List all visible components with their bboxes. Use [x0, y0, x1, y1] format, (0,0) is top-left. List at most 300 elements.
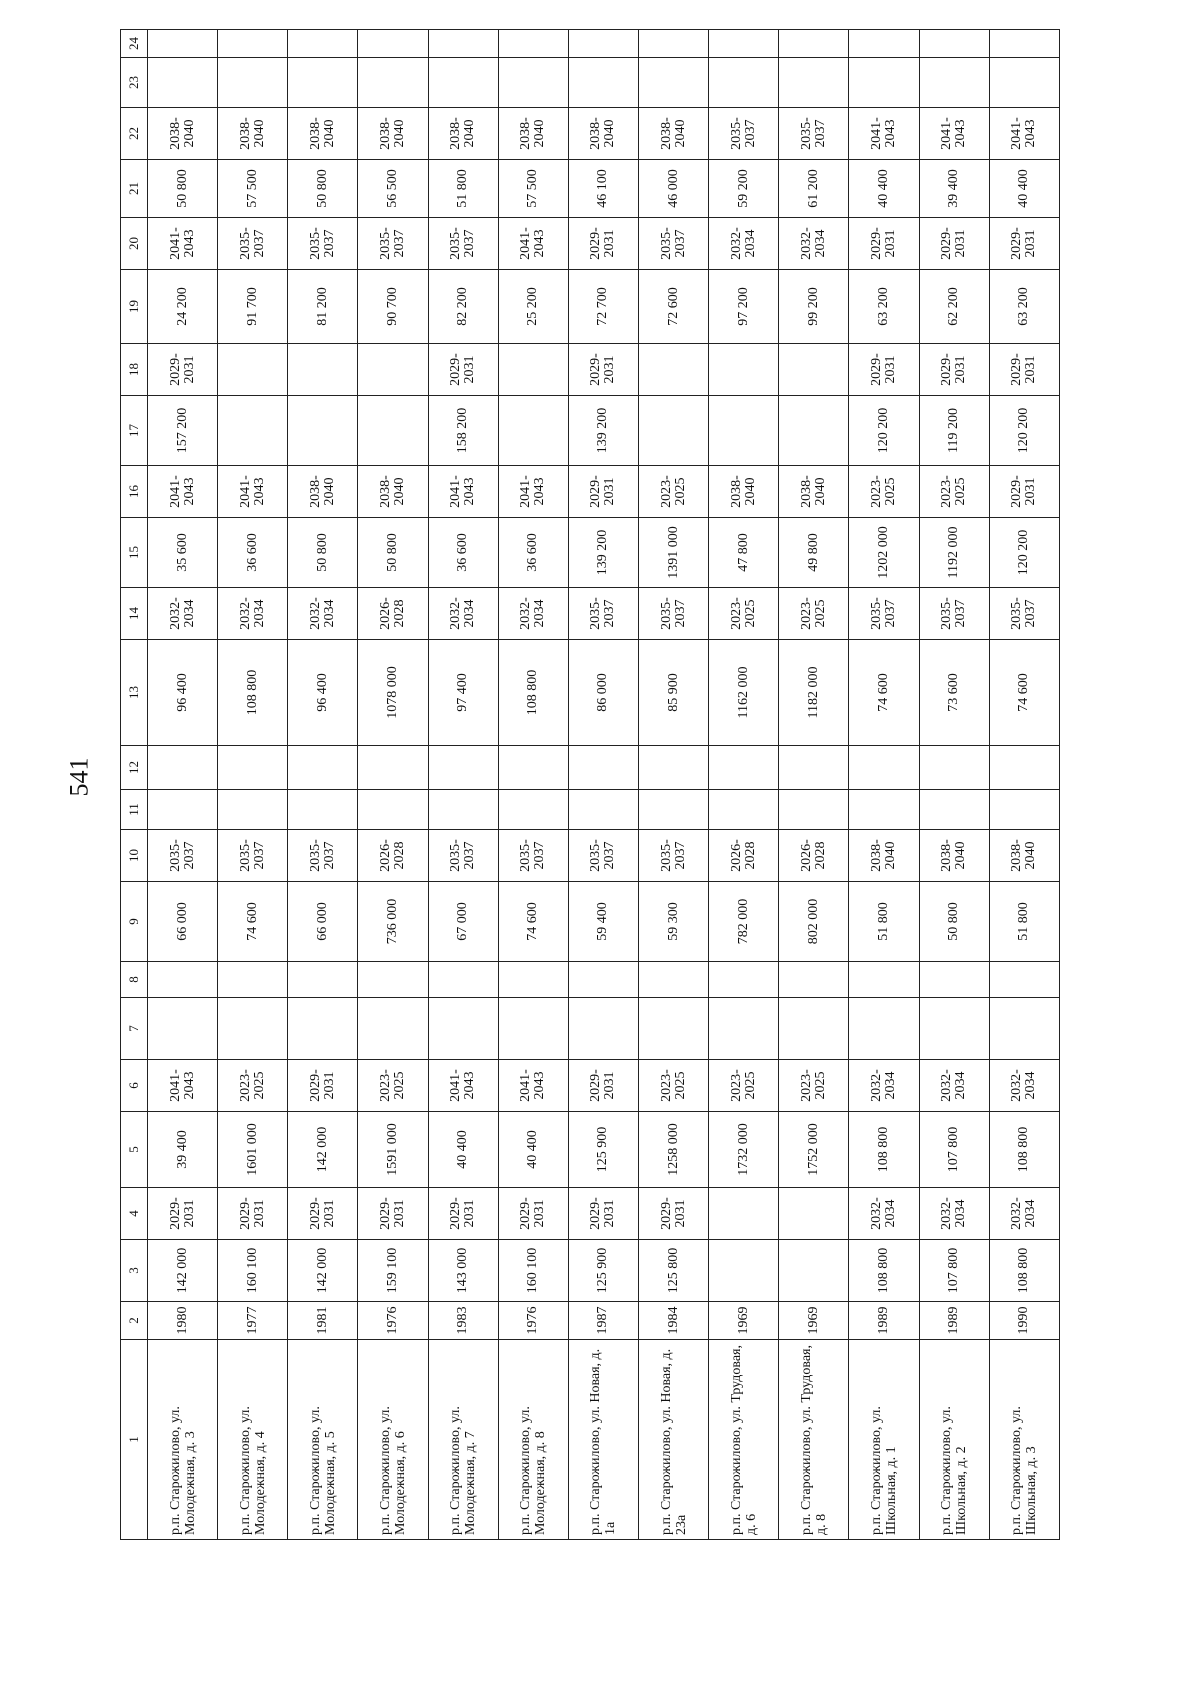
column-number-header: 1: [121, 1340, 148, 1540]
table-cell: 72 600: [638, 270, 708, 344]
table-cell: [498, 962, 568, 998]
table-cell: 2029-2031: [148, 344, 218, 396]
table-cell: 2023-2025: [218, 1060, 288, 1112]
table-cell: [919, 58, 989, 108]
table-cell: 2035-2037: [218, 218, 288, 270]
table-cell: 1078 000: [358, 640, 428, 746]
table-cell: 2032-2034: [218, 588, 288, 640]
table-cell: 2041-2043: [428, 466, 498, 518]
table-cell: [288, 396, 358, 466]
table-cell: 24 200: [148, 270, 218, 344]
table-cell: 2029-2031: [428, 344, 498, 396]
table-cell: 736 000: [358, 882, 428, 962]
table-cell: 85 900: [638, 640, 708, 746]
table-cell: 160 100: [218, 1240, 288, 1302]
table-cell: [568, 30, 638, 58]
table-cell: 74 600: [849, 640, 919, 746]
table-cell: 73 600: [919, 640, 989, 746]
column-number-header: 19: [121, 270, 148, 344]
column-number-header: 21: [121, 160, 148, 218]
table-cell: 97 400: [428, 640, 498, 746]
table-cell: 49 800: [779, 518, 849, 588]
table-cell: 2032-2034: [849, 1060, 919, 1112]
table-cell: 2023-2025: [358, 1060, 428, 1112]
table-row: [568, 30, 638, 1540]
table-cell: 2029-2031: [568, 1060, 638, 1112]
table-cell: 2035-2037: [638, 218, 708, 270]
table-cell: 2041-2043: [989, 108, 1059, 160]
table-cell: [218, 790, 288, 830]
table-cell: [288, 790, 358, 830]
table-cell: 2035-2037: [568, 588, 638, 640]
table-cell: 56 500: [358, 160, 428, 218]
table-cell: 119 200: [919, 396, 989, 466]
table-cell: 139 200: [568, 518, 638, 588]
table-cell: 2029-2031: [148, 1188, 218, 1240]
address-cell: р.п. Старожилово, ул. Молодежная, д. 4: [218, 1340, 288, 1540]
table-cell: [779, 998, 849, 1060]
table-cell: 2035-2037: [428, 218, 498, 270]
table-cell: [428, 962, 498, 998]
table-cell: [919, 790, 989, 830]
table-cell: 2032-2034: [989, 1060, 1059, 1112]
table-cell: [638, 746, 708, 790]
table-cell: 2038-2040: [919, 830, 989, 882]
table-cell: 2032-2034: [498, 588, 568, 640]
column-number-header: 10: [121, 830, 148, 882]
table-cell: 108 800: [498, 640, 568, 746]
repair-schedule-table: [120, 29, 1060, 1540]
table-cell: 59 400: [568, 882, 638, 962]
column-number-header: 24: [121, 30, 148, 58]
table-cell: [709, 344, 779, 396]
table-cell: 2038-2040: [358, 108, 428, 160]
table-cell: 2029-2031: [849, 218, 919, 270]
table-cell: 2032-2034: [148, 588, 218, 640]
table-cell: 40 400: [849, 160, 919, 218]
table-cell: 91 700: [218, 270, 288, 344]
table-cell: 50 800: [358, 518, 428, 588]
table-row: [779, 30, 849, 1540]
table-cell: 2041-2043: [218, 466, 288, 518]
table-cell: 2038-2040: [288, 108, 358, 160]
table-cell: [148, 30, 218, 58]
table-cell: 2032-2034: [709, 218, 779, 270]
table-cell: [498, 998, 568, 1060]
table-cell: 67 000: [428, 882, 498, 962]
table-cell: 2035-2037: [218, 830, 288, 882]
table-cell: [428, 998, 498, 1060]
table-cell: 2029-2031: [288, 1188, 358, 1240]
table-cell: 2029-2031: [919, 344, 989, 396]
table-cell: [358, 58, 428, 108]
table-cell: 2038-2040: [568, 108, 638, 160]
table-cell: 2029-2031: [568, 1188, 638, 1240]
page-number: 541: [64, 757, 94, 797]
table-cell: 1752 000: [779, 1112, 849, 1188]
table-cell: 142 000: [288, 1240, 358, 1302]
table-cell: [709, 58, 779, 108]
table-cell: [498, 790, 568, 830]
table-cell: 2023-2025: [919, 466, 989, 518]
table-cell: [709, 1188, 779, 1240]
table-row: [919, 30, 989, 1540]
table-cell: 2038-2040: [849, 830, 919, 882]
column-number-header: 3: [121, 1240, 148, 1302]
table-row: [288, 30, 358, 1540]
table-cell: 1981: [288, 1302, 358, 1340]
table-cell: 125 900: [568, 1112, 638, 1188]
table-cell: 107 800: [919, 1112, 989, 1188]
table-cell: 2029-2031: [568, 218, 638, 270]
address-cell: р.п. Старожилово, ул. Молодежная, д. 7: [428, 1340, 498, 1540]
table-cell: 2035-2037: [288, 218, 358, 270]
table-cell: 107 800: [919, 1240, 989, 1302]
table-cell: [709, 396, 779, 466]
table-cell: [148, 746, 218, 790]
table-cell: 2038-2040: [498, 108, 568, 160]
table-cell: 2041-2043: [148, 1060, 218, 1112]
table-cell: 2023-2025: [849, 466, 919, 518]
column-number-header: 23: [121, 58, 148, 108]
table-cell: [849, 998, 919, 1060]
table-cell: [638, 30, 708, 58]
table-cell: [498, 396, 568, 466]
table-cell: 2023-2025: [638, 1060, 708, 1112]
table-cell: 96 400: [288, 640, 358, 746]
table-cell: 46 100: [568, 160, 638, 218]
table-cell: 142 000: [288, 1112, 358, 1188]
table-cell: [568, 962, 638, 998]
table-cell: 2026-2028: [358, 588, 428, 640]
table-cell: 142 000: [148, 1240, 218, 1302]
column-number-header: 12: [121, 746, 148, 790]
table-cell: 802 000: [779, 882, 849, 962]
address-cell: р.п. Старожилово, ул. Молодежная, д. 8: [498, 1340, 568, 1540]
table-cell: 2038-2040: [989, 830, 1059, 882]
table-cell: 2029-2031: [849, 344, 919, 396]
table-cell: [568, 790, 638, 830]
table-cell: [989, 58, 1059, 108]
table-cell: 2041-2043: [148, 218, 218, 270]
table-cell: [638, 58, 708, 108]
address-cell: р.п. Старожилово, ул. Трудовая, д. 8: [779, 1340, 849, 1540]
table-cell: 108 800: [218, 640, 288, 746]
table-cell: [358, 746, 428, 790]
table-cell: 2029-2031: [288, 1060, 358, 1112]
table-cell: [148, 962, 218, 998]
table-cell: 97 200: [709, 270, 779, 344]
table-row: [709, 30, 779, 1540]
table-cell: 63 200: [989, 270, 1059, 344]
table-cell: [218, 396, 288, 466]
table-cell: 82 200: [428, 270, 498, 344]
table-cell: 2029-2031: [568, 344, 638, 396]
column-number-row: [121, 30, 148, 1540]
column-number-header: 8: [121, 962, 148, 998]
table-cell: 1989: [849, 1302, 919, 1340]
table-cell: 2029-2031: [989, 466, 1059, 518]
table-cell: 66 000: [288, 882, 358, 962]
address-cell: р.п. Старожилово, ул. Школьная, д. 2: [919, 1340, 989, 1540]
table-cell: [849, 58, 919, 108]
table-cell: [989, 30, 1059, 58]
column-number-header: 15: [121, 518, 148, 588]
table-cell: 2032-2034: [428, 588, 498, 640]
table-cell: 108 800: [849, 1112, 919, 1188]
table-cell: [989, 998, 1059, 1060]
table-cell: 2026-2028: [779, 830, 849, 882]
table-cell: 2023-2025: [779, 588, 849, 640]
table-cell: 2041-2043: [498, 1060, 568, 1112]
table-cell: 2032-2034: [919, 1060, 989, 1112]
table-cell: 120 200: [989, 396, 1059, 466]
table-cell: 1989: [919, 1302, 989, 1340]
table-cell: 2038-2040: [428, 108, 498, 160]
address-cell: р.п. Старожилово, ул. Новая, д. 1а: [568, 1340, 638, 1540]
column-number-header: 16: [121, 466, 148, 518]
table-cell: [919, 30, 989, 58]
table-cell: [568, 998, 638, 1060]
table-cell: 35 600: [148, 518, 218, 588]
table-cell: 2032-2034: [919, 1188, 989, 1240]
table-cell: [779, 30, 849, 58]
column-number-header: 13: [121, 640, 148, 746]
table-cell: 120 200: [989, 518, 1059, 588]
table-cell: [568, 746, 638, 790]
table-cell: 2035-2037: [709, 108, 779, 160]
table-cell: [638, 344, 708, 396]
table-cell: [288, 746, 358, 790]
table-cell: 2035-2037: [148, 830, 218, 882]
table-cell: 2029-2031: [638, 1188, 708, 1240]
column-number-header: 18: [121, 344, 148, 396]
table-cell: 81 200: [288, 270, 358, 344]
table-cell: 2035-2037: [638, 830, 708, 882]
table-row: [428, 30, 498, 1540]
table-cell: 2023-2025: [638, 466, 708, 518]
table-cell: 50 800: [148, 160, 218, 218]
table-cell: 2041-2043: [148, 466, 218, 518]
table-cell: 59 300: [638, 882, 708, 962]
table-cell: 2041-2043: [498, 466, 568, 518]
table-cell: 2035-2037: [288, 830, 358, 882]
table-cell: 120 200: [849, 396, 919, 466]
table-cell: 2029-2031: [218, 1188, 288, 1240]
table-cell: [428, 58, 498, 108]
table-cell: 51 800: [849, 882, 919, 962]
table-cell: [498, 344, 568, 396]
table-row: [989, 30, 1059, 1540]
table-cell: 1983: [428, 1302, 498, 1340]
table-cell: [709, 998, 779, 1060]
table-cell: 143 000: [428, 1240, 498, 1302]
table-cell: [428, 30, 498, 58]
table-cell: 2029-2031: [428, 1188, 498, 1240]
table-cell: 1732 000: [709, 1112, 779, 1188]
table-cell: [428, 790, 498, 830]
table-cell: [849, 962, 919, 998]
table-cell: 2035-2037: [428, 830, 498, 882]
table-row: [218, 30, 288, 1540]
table-cell: 157 200: [148, 396, 218, 466]
table-cell: 159 100: [358, 1240, 428, 1302]
table-cell: 2032-2034: [288, 588, 358, 640]
table-cell: [779, 1240, 849, 1302]
table-cell: 1976: [498, 1302, 568, 1340]
table-cell: [638, 962, 708, 998]
table-cell: 1601 000: [218, 1112, 288, 1188]
table-cell: 72 700: [568, 270, 638, 344]
address-cell: р.п. Старожилово, ул. Школьная, д. 3: [989, 1340, 1059, 1540]
table-cell: [498, 746, 568, 790]
table-cell: 2041-2043: [849, 108, 919, 160]
table-cell: [849, 790, 919, 830]
table-cell: 1391 000: [638, 518, 708, 588]
table-cell: [779, 746, 849, 790]
table-cell: 2038-2040: [638, 108, 708, 160]
table-cell: 2029-2031: [989, 218, 1059, 270]
table-cell: 2038-2040: [709, 466, 779, 518]
table-cell: 50 800: [288, 518, 358, 588]
table-cell: 1591 000: [358, 1112, 428, 1188]
table-cell: 57 500: [218, 160, 288, 218]
table-cell: 86 000: [568, 640, 638, 746]
table-cell: 1192 000: [919, 518, 989, 588]
table-cell: [779, 962, 849, 998]
address-cell: р.п. Старожилово, ул. Новая, д. 23а: [638, 1340, 708, 1540]
column-number-header: 7: [121, 998, 148, 1060]
table-cell: 1987: [568, 1302, 638, 1340]
table-cell: 50 800: [919, 882, 989, 962]
column-number-header: 2: [121, 1302, 148, 1340]
table-cell: [498, 58, 568, 108]
table-cell: 782 000: [709, 882, 779, 962]
table-cell: 1162 000: [709, 640, 779, 746]
table-cell: 40 400: [989, 160, 1059, 218]
table-cell: [358, 962, 428, 998]
table-cell: 62 200: [919, 270, 989, 344]
table-cell: 2038-2040: [218, 108, 288, 160]
table-cell: [218, 344, 288, 396]
column-number-header: 20: [121, 218, 148, 270]
table-cell: 66 000: [148, 882, 218, 962]
table-cell: 2035-2037: [919, 588, 989, 640]
table-cell: 1202 000: [849, 518, 919, 588]
table-cell: [568, 58, 638, 108]
table-cell: 2041-2043: [919, 108, 989, 160]
table-row: [498, 30, 568, 1540]
column-number-header: 14: [121, 588, 148, 640]
column-number-header: 17: [121, 396, 148, 466]
table-cell: 2032-2034: [779, 218, 849, 270]
table-cell: [989, 790, 1059, 830]
table-cell: 1969: [709, 1302, 779, 1340]
table-cell: [638, 790, 708, 830]
column-number-header: 22: [121, 108, 148, 160]
table-cell: 2038-2040: [358, 466, 428, 518]
table-cell: 2038-2040: [148, 108, 218, 160]
table-cell: 125 900: [568, 1240, 638, 1302]
table-cell: 90 700: [358, 270, 428, 344]
table-cell: [288, 962, 358, 998]
table-cell: [218, 962, 288, 998]
table-row: [148, 30, 218, 1540]
table-cell: 47 800: [709, 518, 779, 588]
table-cell: 2026-2028: [358, 830, 428, 882]
table-cell: [218, 58, 288, 108]
table-cell: 99 200: [779, 270, 849, 344]
table-cell: [989, 746, 1059, 790]
table-cell: [358, 396, 428, 466]
table-row: [358, 30, 428, 1540]
column-number-header: 6: [121, 1060, 148, 1112]
table-cell: 63 200: [849, 270, 919, 344]
table-cell: 74 600: [498, 882, 568, 962]
table-cell: 2023-2025: [779, 1060, 849, 1112]
table-cell: [709, 962, 779, 998]
column-number-header: 11: [121, 790, 148, 830]
table-cell: [358, 790, 428, 830]
table-cell: 1990: [989, 1302, 1059, 1340]
address-cell: р.п. Старожилово, ул. Школьная, д. 1: [849, 1340, 919, 1540]
table-cell: 40 400: [498, 1112, 568, 1188]
column-number-header: 9: [121, 882, 148, 962]
table-cell: [779, 396, 849, 466]
table-cell: [288, 58, 358, 108]
table-cell: 2029-2031: [568, 466, 638, 518]
table-cell: 2035-2037: [638, 588, 708, 640]
table-cell: 2026-2028: [709, 830, 779, 882]
table-cell: [288, 998, 358, 1060]
table-cell: 1977: [218, 1302, 288, 1340]
table-cell: 51 800: [989, 882, 1059, 962]
table-cell: 25 200: [498, 270, 568, 344]
table-cell: 96 400: [148, 640, 218, 746]
table-cell: [218, 30, 288, 58]
table-cell: 1984: [638, 1302, 708, 1340]
column-number-header: 4: [121, 1188, 148, 1240]
table-cell: [779, 344, 849, 396]
table-cell: 39 400: [148, 1112, 218, 1188]
table-cell: 74 600: [989, 640, 1059, 746]
table-cell: [779, 1188, 849, 1240]
table-cell: [288, 30, 358, 58]
table-cell: 1976: [358, 1302, 428, 1340]
table-cell: 108 800: [989, 1112, 1059, 1188]
table-cell: 158 200: [428, 396, 498, 466]
table-cell: 2032-2034: [849, 1188, 919, 1240]
table-cell: [709, 746, 779, 790]
table-cell: [218, 998, 288, 1060]
table-cell: 108 800: [849, 1240, 919, 1302]
table-cell: [638, 396, 708, 466]
table-cell: 40 400: [428, 1112, 498, 1188]
table-cell: [919, 962, 989, 998]
table-cell: 160 100: [498, 1240, 568, 1302]
table-cell: [428, 746, 498, 790]
table-cell: [779, 790, 849, 830]
table-cell: [148, 790, 218, 830]
table-cell: 2035-2037: [498, 830, 568, 882]
table-row: [849, 30, 919, 1540]
address-cell: р.п. Старожилово, ул. Трудовая, д. 6: [709, 1340, 779, 1540]
table-cell: 108 800: [989, 1240, 1059, 1302]
address-cell: р.п. Старожилово, ул. Молодежная, д. 5: [288, 1340, 358, 1540]
table-cell: 2038-2040: [288, 466, 358, 518]
table-cell: 36 600: [498, 518, 568, 588]
table-cell: [498, 30, 568, 58]
